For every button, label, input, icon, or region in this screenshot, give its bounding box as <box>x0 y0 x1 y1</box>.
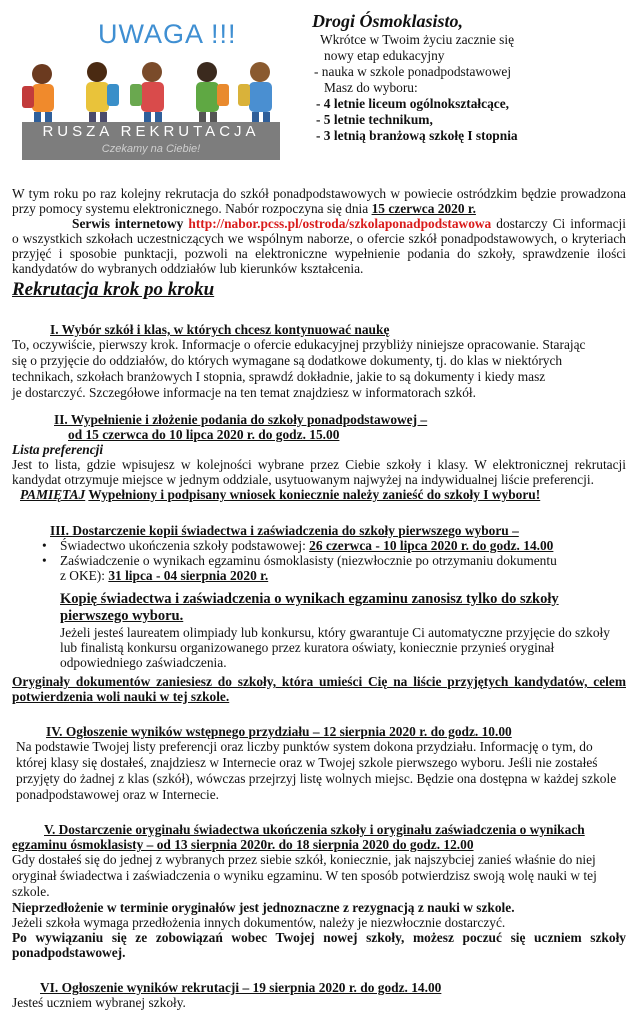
remember-label: PAMIĘTAJ <box>20 487 86 502</box>
step-5-heading: V. Dostarczenie oryginału świadectwa ukończenia szkoły i oryginału zaświadczenia o wynikach <box>44 822 585 837</box>
step-2-dates: od 15 czerwca do 10 lipca 2020 r. do godz. 15.00 <box>68 427 340 442</box>
originals-note: Oryginały dokumentów zaniesiesz do szkoły, która umieści Cię na liście przyjętych kandydatów, celem potwierdzenia woli nauki w tej szkole. <box>12 674 626 704</box>
intro-line: - nauka w szkole ponadpodstawowej <box>314 64 512 79</box>
step-1 <box>12 322 626 401</box>
closing-text: Po wywiązaniu się ze zobowiązań wobec Twojej nowej szkoły, możesz poczuć się uczniem szkoły ponadpodstawowej. <box>12 930 626 960</box>
school-option: - 3 letnią branżową szkołę I stopnia <box>316 128 518 143</box>
school-option: - 4 letnie liceum ogólnokształcące, <box>316 96 510 111</box>
paragraph-text: W tym roku po raz kolejny rekrutacja do szkół ponadpodstawowych w powiecie ostródzkim będzie prowadzona przy pomocy systemu elektronicznego. Nabór rozpoczyna się dnia <box>12 186 626 216</box>
bullet-text: Świadectwo ukończenia szkoły podstawowej: <box>60 538 310 553</box>
list-item: • Zaświadczenie o wynikach egzaminu ósmoklasisty (niezwłocznie po otrzymaniu dokumentu z OKE): 31 lipca - 04 sierpnia 2020 r. <box>42 553 557 583</box>
list-item: • Świadectwo ukończenia szkoły podstawowej: 26 czerwca - 10 lipca 2020 r. do godz. 14.00 <box>42 538 554 553</box>
recruitment-link[interactable]: http://nabor.pcss.pl/ostroda/szkolaponadpodstawowa <box>188 216 492 231</box>
highlight-line: pierwszego wyboru. <box>60 608 184 624</box>
paragraph-text: dostarczy Ci informacji o wszystkich szkołach uczestniczących we wspólnym naborze, o ofercie szkół ponadpodstawowych, o kryteriach przyjęć i sposobie punktacji, pozwoli na elektroniczne wypełnienie podania do szkoły, sprawdzenie ilości kandydatów do wybranych oddziałów lub kierunków kształcenia. <box>12 216 626 276</box>
banner-title: RUSZA REKRUTACJA <box>42 123 260 140</box>
start-date: 15 czerwca 2020 r. <box>371 201 476 216</box>
intro-line: nowy etap edukacyjny <box>324 48 445 63</box>
highlight-line: Kopię świadectwa i zaświadczenia o wynikach egzaminu zanosisz tylko do szkoły <box>60 591 559 607</box>
step-3-heading: III. Dostarczenie kopii świadectwa i zaświadczenia do szkoły pierwszego wyboru – <box>50 523 519 538</box>
intro-line: Wkrótce w Twoim życiu zacznie się <box>320 32 515 47</box>
step-4 <box>12 724 626 803</box>
step-2-heading: II. Wypełnienie i złożenie podania do szkoły ponadpodstawowej – <box>54 412 428 427</box>
banner-strip <box>22 122 280 160</box>
step-4-heading: IV. Ogłoszenie wyników wstępnego przydziału – 12 sierpnia 2020 r. do godz. 10.00 <box>46 724 512 739</box>
banner-heading: UWAGA !!! <box>98 19 237 49</box>
serwis-label: Serwis internetowy <box>72 216 184 231</box>
step-1-text: się o przyjęcie do oddziałów, do których wymagane są dodatkowe dokumenty, tj. do klas w niektórych <box>12 353 563 368</box>
step-5 <box>12 822 626 960</box>
step-1-text: technikach, szkołach branżowych I stopnia, sprawdź dokładnie, jakie to są dokumenty i kiedy masz <box>12 369 546 384</box>
step-5-text: Jeżeli szkoła wymaga przedłożenia innych dokumentów, należy je niezwłocznie dostarczyć. <box>12 915 506 930</box>
certificate-dates: 26 czerwca - 10 lipca 2020 r. do godz. 14.00 <box>309 538 554 553</box>
remember-text: Wypełniony i podpisany wniosek koniecznie należy zanieść do szkoły I wyboru! <box>88 487 541 502</box>
step-1-text: je dostarczyć. Szczegółowe informacje na ten temat znajdziesz w informatorach szkół. <box>12 385 477 400</box>
step-5-text: Gdy dostałeś się do jednej z wybranych przez siebie szkół, koniecznie, jak najszybciej zanieś właśnie do niej oryginał świadectwa i zaświadczenia o wyniku egzaminu. W ten sposób potwierdzisz swoją wolę nauki w tej szkole. <box>12 852 597 899</box>
school-option: - 5 letnie technikum, <box>316 112 433 127</box>
step-6-heading: VI. Ogłoszenie wyników rekrutacji – 19 sierpnia 2020 r. do godz. 14.00 <box>40 980 442 995</box>
warning-text: Nieprzedłożenie w terminie oryginałów jest jednoznaczne z rezygnacją z nauki w szkole. <box>12 900 515 915</box>
step-1-text: To, oczywiście, pierwszy krok. Informacje o ofercie edukacyjnej przybliży niniejsze opracowanie. Starając <box>12 337 586 352</box>
section-title: Rekrutacja krok po kroku <box>12 279 215 300</box>
step-2 <box>12 412 626 502</box>
step-5-dates: egzaminu ósmoklasisty – od 13 sierpnia 2020r. do 18 sierpnia 2020 do godz. 12.00 <box>12 837 474 852</box>
intro-paragraph <box>12 186 626 276</box>
intro-line: Masz do wyboru: <box>324 80 418 95</box>
banner-subtitle: Czekamy na Ciebie! <box>101 143 201 155</box>
step-2-text: Jest to lista, gdzie wpisujesz w kolejności wybrane przez Ciebie szkoły i klasy. W elektronicznej rekrutacji kandydat otrzymuje miejsce w jednym oddziale, usytuowanym najwyżej na indywidualnej liście preferencji. <box>12 457 626 487</box>
bullet-text: Zaświadczenie o wynikach egzaminu ósmoklasisty (niezwłocznie po otrzymaniu dokumentu <box>60 553 557 568</box>
step-6 <box>12 980 626 1010</box>
exam-result-dates: 31 lipca - 04 sierpnia 2020 r. <box>108 568 269 583</box>
greeting: Drogi Ósmoklasisto, <box>312 11 464 31</box>
bullet-text: z OKE): <box>60 568 109 583</box>
step-4-text: Na podstawie Twojej listy preferencji oraz liczby punktów system dokona przydziału. Informację o tym, do której klasy się dostałeś, znajdziesz w Internecie oraz w Twojej szkole pierwszego wyboru. Jeśli nie zostałeś przyjęty do żadnej z klas (szkół), wówczas przejrzyj listę wolnych miejsc. Będzie ona dostępna w każdej szkole ponadpodstawowej oraz w Internecie. <box>16 739 617 802</box>
preferences-subheading: Lista preferencji <box>12 442 104 457</box>
step-3 <box>12 523 626 704</box>
step-1-heading: I. Wybór szkół i klas, w których chcesz kontynuować naukę <box>50 322 390 337</box>
step-3-text: Jeżeli jesteś laureatem olimpiady lub konkursu, który gwarantuje Ci automatyczne przyjęcie do szkoły lub finalistą konkursu organizowanego przez kuratora oświaty, koniecznie przynieś oryginał odpowiedniego zaświadczenia. <box>60 625 610 670</box>
step-6-text: Jesteś uczniem wybranej szkoły. <box>12 995 186 1010</box>
recruitment-banner <box>12 5 297 175</box>
intro-block <box>306 10 626 144</box>
